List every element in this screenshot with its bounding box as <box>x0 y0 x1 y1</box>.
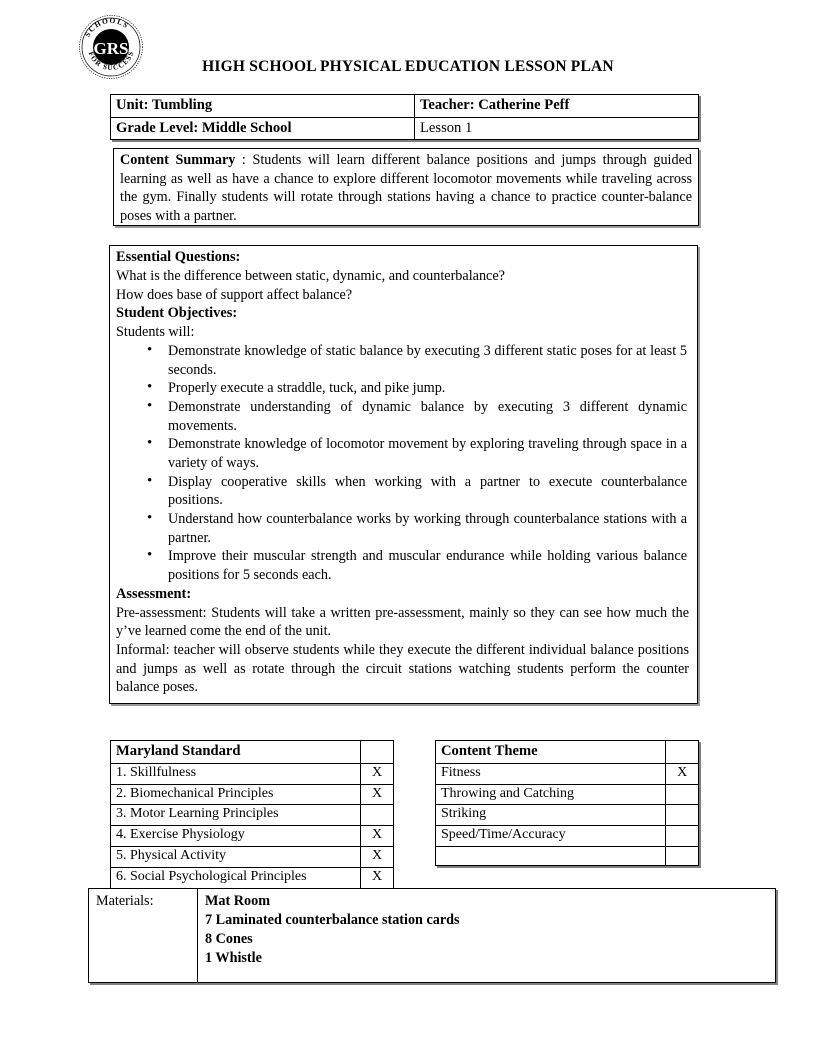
table-row <box>436 826 699 847</box>
table-row <box>436 847 699 866</box>
content-theme-row-label: Fitness <box>436 763 666 784</box>
content-theme-row-mark[interactable] <box>666 784 699 805</box>
assessment-heading: Assessment: <box>116 585 192 602</box>
maryland-row-mark[interactable] <box>361 805 394 826</box>
unit-cell: Unit: Tumbling <box>111 95 415 118</box>
content-theme-row-mark[interactable] <box>666 805 699 826</box>
content-theme-header-mark <box>666 741 699 764</box>
lesson-header-table <box>110 94 699 140</box>
content-summary-separator: : <box>235 152 253 168</box>
table-row <box>111 868 394 889</box>
list-item: • Display cooperative skills when working with a partner to execute counterbalance positions. <box>168 473 689 510</box>
essential-questions-heading: Essential Questions: <box>116 249 241 265</box>
teacher-cell: Teacher: Catherine Peff <box>415 95 699 118</box>
table-row <box>436 784 699 805</box>
table-header-row <box>436 741 699 764</box>
maryland-standard-header: Maryland Standard <box>111 741 361 764</box>
content-summary-box <box>113 148 699 226</box>
student-objectives-list <box>116 342 689 585</box>
table-row <box>111 847 394 868</box>
content-theme-row-mark[interactable] <box>666 826 699 847</box>
maryland-row-mark[interactable]: X <box>361 826 394 847</box>
materials-item: Mat Room <box>205 893 271 909</box>
content-theme-table <box>435 740 699 866</box>
content-theme-header: Content Theme <box>436 741 666 764</box>
maryland-row-label: 6. Social Psychological Principles <box>111 868 361 889</box>
student-objectives-intro: Students will: <box>116 324 195 341</box>
table-row <box>111 763 394 784</box>
materials-label: Materials: <box>89 889 198 983</box>
lesson-body-box <box>109 245 698 704</box>
content-theme-row-mark[interactable]: X <box>666 763 699 784</box>
maryland-row-mark[interactable]: X <box>361 784 394 805</box>
maryland-row-label: 2. Biomechanical Principles <box>111 784 361 805</box>
content-summary-label: Content Summary <box>120 152 236 168</box>
content-theme-row-label: Striking <box>436 805 666 826</box>
maryland-row-mark[interactable]: X <box>361 868 394 889</box>
svg-text:SCHOOLS: SCHOOLS <box>82 15 131 39</box>
maryland-row-mark[interactable]: X <box>361 763 394 784</box>
table-row <box>111 117 699 140</box>
content-theme-row-mark[interactable] <box>666 847 699 866</box>
maryland-standard-header-mark <box>361 741 394 764</box>
list-item: • Demonstrate knowledge of locomotor movement by exploring traveling through space in a variety of ways. <box>168 435 689 472</box>
table-row <box>111 826 394 847</box>
maryland-row-label: 1. Skillfulness <box>111 763 361 784</box>
list-item: • Demonstrate knowledge of static balance by executing 3 different static poses for at least 5 seconds. <box>168 342 689 379</box>
student-objectives-heading: Student Objectives: <box>116 305 238 322</box>
table-row <box>111 95 699 118</box>
table-row <box>111 805 394 826</box>
svg-text:FOR SUCCESS: FOR SUCCESS <box>86 49 136 73</box>
table-row <box>111 784 394 805</box>
maryland-row-mark[interactable]: X <box>361 847 394 868</box>
lesson-number-cell: Lesson 1 <box>415 117 699 140</box>
content-summary-text: Students will learn different balance positions and jumps through guided learning as well as have a chance to explore different locomotor movements while traveling across the gym. Finally students will rotate through stations having a chance to practice counter-balance poses with a partner. <box>120 152 692 225</box>
materials-item: 7 Laminated counterbalance station cards <box>205 912 460 929</box>
materials-items-cell <box>198 889 776 983</box>
table-row <box>436 805 699 826</box>
list-item: • Understand how counterbalance works by working through counterbalance stations with a partner. <box>168 510 689 547</box>
content-theme-row-label <box>436 847 666 866</box>
svg-text:GRS: GRS <box>93 39 129 58</box>
table-row <box>89 889 776 983</box>
maryland-row-label: 4. Exercise Physiology <box>111 826 361 847</box>
essential-question-2: How does base of support affect balance? <box>116 286 353 303</box>
list-item: • Properly execute a straddle, tuck, and pike jump. <box>168 379 689 398</box>
materials-item: 1 Whistle <box>205 950 262 967</box>
maryland-row-label: 3. Motor Learning Principles <box>111 805 361 826</box>
table-header-row <box>111 741 394 764</box>
materials-item: 8 Cones <box>205 931 253 948</box>
content-theme-row-label: Speed/Time/Accuracy <box>436 826 666 847</box>
list-item: • Improve their muscular strength and muscular endurance while holding various balance positions for 5 seconds each. <box>168 547 689 584</box>
page-title: HIGH SCHOOL PHYSICAL EDUCATION LESSON PLAN <box>202 58 614 75</box>
grade-level-cell: Grade Level: Middle School <box>111 117 415 140</box>
assessment-pre-paragraph: Pre-assessment: Students will take a written pre-assessment, mainly so they can see how much the y’ve learned come the end of the unit. <box>116 604 689 640</box>
list-item: • Demonstrate understanding of dynamic balance by executing 3 different dynamic movements. <box>168 398 689 435</box>
assessment-informal-paragraph: Informal: teacher will observe students while they execute the different individual balance positions and jumps as well as rotate through the circuit stations watching students perform the counter balance poses. <box>116 641 689 696</box>
table-row <box>436 763 699 784</box>
content-theme-row-label: Throwing and Catching <box>436 784 666 805</box>
essential-question-1: What is the difference between static, dynamic, and counterbalance? <box>116 267 505 284</box>
materials-table <box>88 888 776 983</box>
maryland-standard-table <box>110 740 394 889</box>
maryland-row-label: 5. Physical Activity <box>111 847 361 868</box>
